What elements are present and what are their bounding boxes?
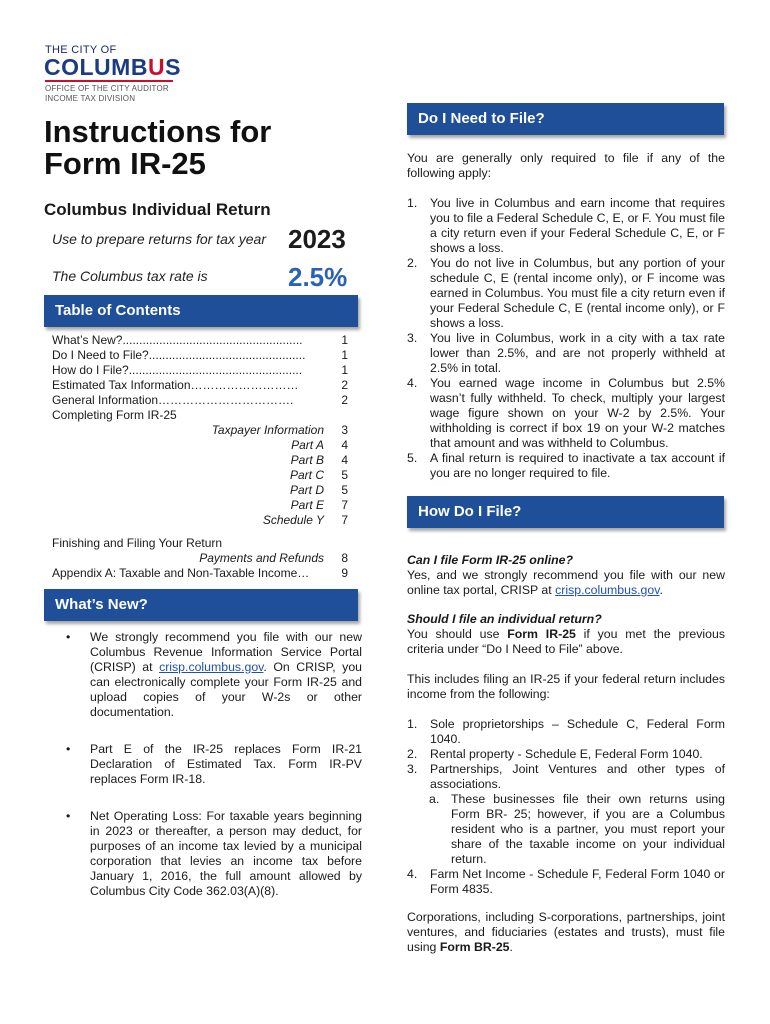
faq-question: Can I file Form IR-25 online? [407, 553, 574, 567]
list-item: 3. Partnerships, Joint Ventures and other types of associations. a. These businesses file their own returns using Form BR- 25; however, if you are a Columbus resident who is a partner, you must report your share of the taxable income on your individual return. [407, 762, 725, 866]
list-item: 2. You do not live in Columbus, but any portion of your schedule C, E (rental income only), or F income was earned in Columbus. You must file a city return even if your Federal Schedule C, E (rental income only), or F shows a loss. [407, 256, 725, 330]
logo-columbus: COLUMBUS [44, 54, 181, 80]
tax-rate-value: 2.5% [288, 262, 348, 292]
need-to-file-list [407, 196, 725, 481]
return-subtitle: Columbus Individual Return [44, 200, 271, 219]
how-file-section-2 [407, 612, 725, 657]
toc-row[interactable]: What’s New?...................................................... 1 [52, 333, 348, 347]
toc-row[interactable]: Estimated Tax Information……………………… 2 [52, 378, 348, 392]
crisp-link[interactable]: crisp.columbus.gov [159, 660, 264, 674]
table-of-contents [52, 333, 348, 581]
toc-sub-row[interactable]: Part A 4 [291, 438, 348, 452]
toc-row: Finishing and Filing Your Return [52, 536, 223, 550]
page-title: Instructions for Form IR-25 [44, 114, 272, 181]
whats-new-header: What’s New? [44, 589, 358, 621]
list-item: 4. You earned wage income in Columbus but 2.5% wasn’t fully withheld. To check, multiply your largest wage figure shown on your W-2 by 2.5%. Your withholding is correct if box 19 on your W-2 matches that amount and was withheld to Columbus. [407, 376, 725, 450]
toc-row[interactable]: General Information……………………………. 2 [52, 393, 348, 407]
tax-year-label: Use to prepare returns for tax year [52, 231, 266, 247]
toc-row[interactable]: How do I File?.................................................... 1 [52, 363, 348, 377]
need-to-file-intro: You are generally only required to file if any of the following apply: [407, 151, 725, 180]
toc-sub-row[interactable]: Part B 4 [290, 453, 348, 467]
how-file-header: How Do I File? [407, 496, 724, 528]
toc-sub-row[interactable]: Part E 7 [290, 498, 348, 512]
list-item: 2. Rental property - Schedule E, Federal Form 1040. [407, 747, 703, 761]
need-to-file-header: Do I Need to File? [407, 103, 724, 135]
how-file-section-1 [407, 553, 725, 598]
faq-question: Should I file an individual return? [407, 612, 602, 626]
faq-answer: Yes, and we strongly recommend you file with our new online tax portal, CRISP at crisp.columbus.gov. [407, 568, 725, 597]
crisp-link[interactable]: crisp.columbus.gov [555, 583, 660, 597]
list-item: • We strongly recommend you file with our new Columbus Revenue Information Service Portal (CRISP) at crisp.columbus.gov. On CRISP, you can electronically complete your Form IR-25 and upload copies of your W-2s or other documentation. [66, 630, 362, 720]
income-list [407, 717, 725, 897]
whats-new-list [66, 630, 362, 921]
toc-row: Completing Form IR-25 [52, 408, 177, 422]
faq-answer: You should use Form IR-25 if you met the previous criteria under “Do I Need to File” above. [407, 627, 725, 656]
toc-sub-row[interactable]: Taxpayer Information 3 [211, 423, 348, 437]
list-item: • Net Operating Loss: For taxable years beginning in 2023 or thereafter, a person may deduct, for purposes of an income tax levied by a municipal corporation that levies an income tax before January 1, 2016, the full amount allowed by Columbus City Code 362.03(A)(8). [66, 809, 362, 899]
tax-rate-label: The Columbus tax rate is [52, 268, 208, 284]
toc-header: Table of Contents [44, 295, 358, 327]
list-item: 1. You live in Columbus and earn income that requires you to file a Federal Schedule C, E, or F. You must file a city return even if your Federal Schedule C, E, or F shows a loss. [407, 196, 725, 255]
list-item: 3. You live in Columbus, work in a city with a tax rate lower than 2.5%, and are not properly withheld at 2.5% in total. [407, 331, 725, 375]
toc-sub-row[interactable]: Part D 5 [289, 483, 348, 497]
list-item: 4. Farm Net Income - Schedule F, Federal Form 1040 or Form 4835. [407, 867, 725, 896]
toc-sub-row[interactable]: Schedule Y 7 [262, 513, 348, 527]
list-item: 1. Sole proprietorships – Schedule C, Federal Form 1040. [407, 717, 725, 746]
toc-row[interactable]: Appendix A: Taxable and Non-Taxable Income… 9 [52, 566, 348, 580]
income-intro: This includes filing an IR-25 if your federal return includes income from the following: [407, 672, 725, 701]
toc-sub-row[interactable]: Part C 5 [289, 468, 348, 482]
tax-year-value: 2023 [288, 224, 346, 254]
logo-divider [45, 80, 173, 82]
list-item: 5. A final return is required to inactivate a tax account if you are no longer required to file. [407, 451, 725, 480]
sub-list-item: a. These businesses file their own returns using Form BR- 25; however, if you are a Columbus resident who is a partner, you must report your share of the taxable income on your individual return. [429, 792, 725, 866]
list-item: • Part E of the IR-25 replaces Form IR-21 Declaration of Estimated Tax. Form IR-PV replaces Form IR-18. [66, 742, 362, 787]
toc-row[interactable]: Do I Need to File?............................................... 1 [52, 348, 348, 362]
logo-city-of: THE CITY OF [45, 44, 117, 56]
closing-note: Corporations, including S-corporations, partnerships, joint ventures, and fiduciaries (estates and trusts), must file using Form BR-25. [407, 910, 725, 954]
logo-subtitle: OFFICE OF THE CITY AUDITOR INCOME TAX DIVISION [45, 84, 169, 103]
toc-sub-row[interactable]: Payments and Refunds 8 [199, 551, 348, 565]
